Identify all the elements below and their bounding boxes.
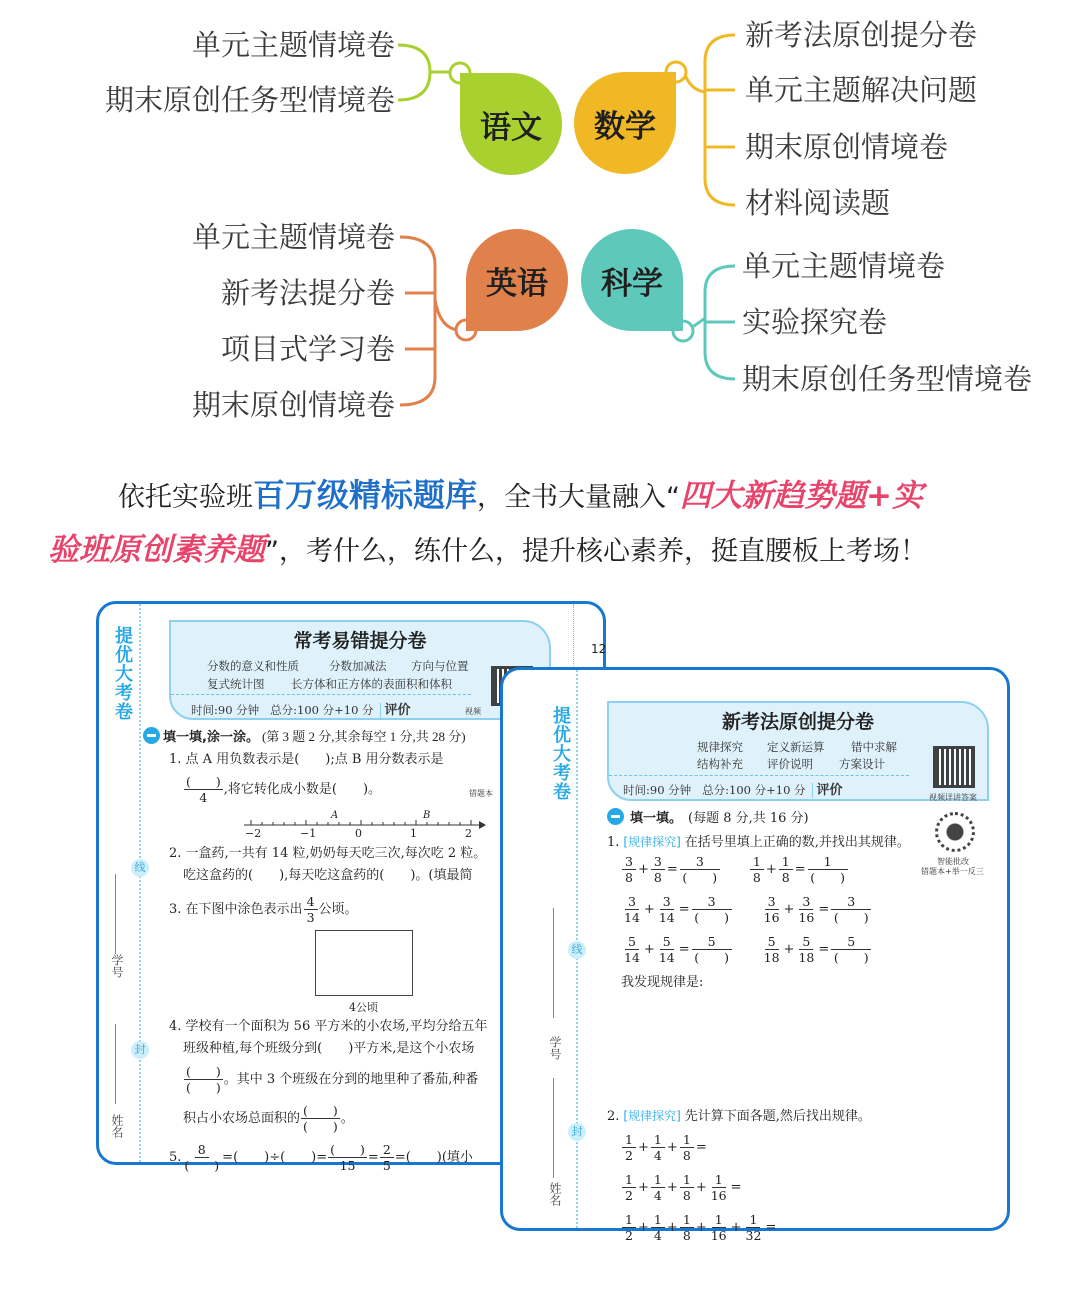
- numerator: 1: [651, 1212, 665, 1228]
- equation: [761, 894, 873, 925]
- question-text: 积占小农场总面积的: [183, 1111, 301, 1126]
- denominator: 8: [682, 1148, 691, 1163]
- fraction: [622, 934, 642, 965]
- fraction: [651, 1172, 665, 1203]
- operator: =: [666, 862, 678, 877]
- brand-logo: 提优大考卷: [550, 706, 571, 801]
- number-line-label: −2: [245, 827, 262, 840]
- brand-logo: 提优大考卷: [112, 626, 133, 721]
- fraction: [651, 1212, 665, 1243]
- denominator: 4: [653, 1188, 662, 1203]
- equation: [761, 934, 873, 965]
- header-separator: [171, 694, 471, 695]
- denominator: 4: [199, 790, 208, 805]
- branch-item: 单元主题情境卷: [191, 28, 395, 62]
- header-separator: [609, 775, 909, 776]
- question-1: 1. 点 A 用负数表示是( );点 B 用分数表示是: [169, 752, 444, 767]
- operator: +: [783, 942, 795, 957]
- numerator: 1: [680, 1172, 694, 1188]
- fraction: [622, 1172, 636, 1203]
- sheet-title: 新考法原创提分卷: [721, 711, 874, 733]
- subject-label: 科学: [601, 265, 663, 302]
- tagline-highlight-red: 验班原创素养题: [48, 532, 265, 568]
- question-2-line2: 吃这盒药的( ),每天吃这盒药的( )。(填最简: [183, 868, 473, 883]
- branch-item: 新考法提分卷: [220, 276, 395, 310]
- equation-row: [621, 1172, 742, 1203]
- operator: +: [643, 942, 655, 957]
- rectangle-label: 4公顷: [349, 1001, 378, 1014]
- question-text: =( )÷( )=: [222, 1150, 328, 1165]
- numerator: 1: [746, 1212, 760, 1228]
- fraction: [831, 894, 871, 925]
- sheet-info: [623, 779, 843, 798]
- denominator: 8: [781, 870, 790, 885]
- smart-grading-qr-icon[interactable]: [935, 812, 975, 852]
- fraction: [744, 1212, 764, 1243]
- numerator: 5: [765, 934, 779, 950]
- operator: =: [818, 942, 830, 957]
- sheet-header: [607, 701, 989, 801]
- fraction: [692, 894, 732, 925]
- denominator: 2: [625, 1148, 633, 1163]
- branch-item: 实验探究卷: [742, 305, 888, 339]
- numerator: 3: [625, 894, 639, 910]
- numerator: 1: [712, 1172, 726, 1188]
- denominator: ( ): [303, 1119, 338, 1134]
- section-title: 填一填。: [630, 811, 683, 826]
- operator: +: [638, 1180, 649, 1195]
- numerator: 1: [779, 854, 793, 870]
- equation: [621, 854, 721, 885]
- fraction: [657, 934, 677, 965]
- denominator: 8: [682, 1228, 691, 1243]
- question-text: 先计算下面各题,然后找出规律。: [684, 1109, 871, 1124]
- denominator: 18: [798, 950, 815, 965]
- time-limit: 时间:90 分钟: [623, 783, 692, 797]
- numerator: 1: [750, 854, 764, 870]
- topic: 错中求解: [851, 740, 897, 754]
- equation-row: [621, 1132, 707, 1163]
- numerator: 3: [622, 854, 636, 870]
- topic: 分数的意义和性质: [207, 659, 299, 673]
- fraction: [692, 934, 732, 965]
- fraction: [680, 854, 720, 885]
- page-number: 12: [591, 642, 607, 656]
- numerator: ( ): [303, 1103, 338, 1118]
- topic: 定义新运算: [767, 740, 825, 754]
- numerator: 8: [195, 1142, 209, 1158]
- number-line-label: 1: [410, 827, 417, 840]
- numerator: 1: [680, 1132, 694, 1148]
- denominator: ( ): [833, 950, 869, 965]
- question-number: 1.: [607, 835, 620, 850]
- question-3: [169, 894, 358, 925]
- branch-item: 单元主题情境卷: [742, 249, 946, 283]
- denominator: 2: [625, 1228, 633, 1243]
- topic: 规律探究: [697, 740, 743, 754]
- question-text: ,将它转化成小数是( )。: [223, 782, 382, 797]
- fraction: [622, 894, 642, 925]
- denominator: ( ): [694, 950, 729, 965]
- numerator: 5: [799, 934, 813, 950]
- denominator: 14: [624, 910, 640, 925]
- question-2: 2. 一盒药,一共有 14 粒,奶奶每天吃三次,每次吃 2 粒。: [169, 846, 487, 861]
- fraction: [808, 854, 848, 885]
- topic: 复式统计图: [207, 677, 265, 691]
- question-text: 在括号里填上正确的数,并找出其规律。: [684, 835, 910, 850]
- margin-line: [553, 1078, 554, 1178]
- denominator: 8: [625, 870, 633, 885]
- fraction: [709, 1212, 729, 1243]
- number-line-label: 2: [465, 827, 472, 840]
- seal-mark-seal: 封: [131, 1041, 149, 1059]
- section-heading: [607, 807, 809, 826]
- branch-item: 期末原创情境卷: [745, 130, 949, 164]
- question-number: 2.: [607, 1109, 620, 1124]
- topic: 分数加减法: [329, 659, 387, 673]
- question-text: =( )(填小: [394, 1150, 473, 1165]
- numerator: 1: [651, 1172, 665, 1188]
- question-4-line4: 积占小农场总面积的 $\frac{( )}{( )}$ 。: [183, 1103, 354, 1134]
- fraction: [651, 1132, 665, 1163]
- operator: =: [695, 1140, 707, 1155]
- operator: =: [678, 942, 690, 957]
- subject-label: 语文: [480, 109, 542, 146]
- question-tag: [规律探究]: [623, 835, 681, 849]
- seal-mark-line: 线: [568, 941, 586, 959]
- denominator: 3: [306, 910, 315, 925]
- section-note: (第 3 题 2 分,其余每空 1 分,共 28 分): [261, 729, 466, 744]
- denominator: 8: [653, 870, 662, 885]
- denominator: ( ): [184, 1158, 220, 1173]
- denominator: 16: [710, 1188, 727, 1203]
- numerator: 5: [831, 934, 871, 950]
- fraction: [762, 934, 782, 965]
- tagline-line-2: [48, 530, 927, 572]
- branch-item: 期末原创任务型情境卷: [104, 83, 395, 117]
- numerator: 3: [680, 854, 720, 870]
- question-text: 5.: [169, 1150, 182, 1165]
- operator: =: [678, 902, 690, 917]
- numerator: 1: [622, 1132, 636, 1148]
- fraction: [328, 1142, 367, 1173]
- margin-line: [115, 1024, 116, 1104]
- tagline-highlight-blue: 百万级精标题库: [253, 476, 478, 514]
- tagline-line-1: [118, 475, 923, 518]
- denominator: 14: [658, 910, 675, 925]
- subject-node-chinese: [460, 73, 562, 175]
- margin-dotted-line: [139, 604, 141, 1162]
- branch-item: 期末原创情境卷: [191, 388, 395, 422]
- smart-grading-label: 智能批改: [937, 857, 969, 866]
- equation-row: [621, 854, 849, 885]
- equation: [621, 894, 733, 925]
- numerator: 5: [660, 934, 674, 950]
- operator: +: [730, 1220, 742, 1235]
- fraction: [762, 894, 782, 925]
- operator: =: [794, 862, 806, 877]
- qr-caption: 视频: [465, 707, 481, 716]
- denominator: 32: [745, 1228, 762, 1243]
- numerator: 1: [680, 1212, 694, 1228]
- fraction: [184, 1064, 223, 1095]
- numerator: 3: [831, 894, 871, 910]
- fraction: [622, 1132, 636, 1163]
- denominator: ( ): [810, 870, 845, 885]
- fraction: [657, 894, 677, 925]
- fraction: [680, 1132, 694, 1163]
- fraction: [831, 934, 871, 965]
- section-title: 填一填,涂一涂。: [163, 730, 259, 745]
- question-1-line2: [183, 774, 381, 805]
- equation-row: [621, 934, 872, 965]
- branch-item: 单元主题解决问题: [745, 73, 978, 107]
- worksheet-preview-right: [500, 667, 1010, 1243]
- fraction: [184, 774, 223, 805]
- section-heading: [143, 726, 466, 745]
- fraction: [680, 1212, 694, 1243]
- numerator: ( ): [186, 774, 221, 789]
- shading-rectangle[interactable]: [315, 930, 413, 996]
- margin-label-id: 学号: [110, 954, 124, 978]
- operator: =: [730, 1180, 742, 1195]
- fraction: [796, 934, 816, 965]
- tagline-text: ”，考什么，练什么，提升核心素养，挺直腰板上考场！: [265, 536, 927, 567]
- equation: [749, 854, 849, 885]
- fraction: [380, 1142, 394, 1173]
- point-label-b: B: [423, 810, 431, 821]
- fraction: [779, 854, 793, 885]
- denominator: 4: [653, 1228, 662, 1243]
- topic: 长方体和正方体的表面积和体积: [291, 677, 452, 691]
- numerator: 1: [712, 1212, 726, 1228]
- fraction: [709, 1172, 729, 1203]
- evaluation-label: 评价: [812, 783, 843, 798]
- question-2: [607, 1107, 871, 1126]
- numerator: 3: [765, 894, 779, 910]
- margin-label-id: 学号: [548, 1036, 562, 1060]
- numerator: ( ): [186, 1064, 221, 1079]
- equation: [621, 1132, 707, 1163]
- subject-label: 数学: [594, 108, 656, 145]
- operator: +: [765, 862, 777, 877]
- numerator: 5: [692, 934, 732, 950]
- margin-label-name: 姓名: [548, 1182, 562, 1206]
- number-line-label: 0: [355, 827, 362, 840]
- topic: 结构补充: [697, 757, 743, 771]
- numerator: 1: [808, 854, 848, 870]
- numerator: 4: [304, 894, 318, 910]
- branch-item: 期末原创任务型情境卷: [742, 362, 1033, 396]
- numerator: 3: [692, 894, 732, 910]
- smart-grading-sub: 错题本+举一反三: [921, 867, 984, 876]
- section-number-icon: [143, 727, 160, 744]
- subject-node-math: [574, 72, 676, 174]
- pattern-answer-label: 我发现规律是:: [621, 975, 704, 990]
- topic: 评价说明: [767, 757, 813, 771]
- question-text: 3. 在下图中涂色表示出: [169, 902, 303, 917]
- denominator: 15: [339, 1158, 356, 1173]
- numerator: 1: [622, 1172, 636, 1188]
- fraction: [622, 1212, 636, 1243]
- fraction: [182, 1142, 221, 1173]
- tagline-text: ，全书大量融入“: [477, 482, 681, 513]
- numerator: 2: [380, 1142, 394, 1158]
- denominator: 5: [382, 1158, 391, 1173]
- qr-code-icon[interactable]: [933, 746, 975, 788]
- seal-mark-seal: 封: [568, 1123, 586, 1141]
- branch-item: 材料阅读题: [745, 186, 891, 220]
- operator: +: [695, 1220, 707, 1235]
- fraction: [796, 894, 816, 925]
- numerator: 5: [625, 934, 639, 950]
- branch-item: 项目式学习卷: [220, 332, 395, 366]
- operator: =: [765, 1220, 777, 1235]
- time-limit: 时间:90 分钟: [191, 703, 260, 717]
- branch-item: 单元主题情境卷: [191, 220, 395, 254]
- denominator: 14: [624, 950, 640, 965]
- operator: +: [643, 902, 655, 917]
- denominator: 16: [798, 910, 815, 925]
- margin-label-name: 姓名: [110, 1114, 124, 1138]
- branch-item: 新考法原创提分卷: [745, 18, 978, 52]
- equation-row: [621, 894, 872, 925]
- fraction: [622, 854, 636, 885]
- total-score: 总分:100 分+10 分: [702, 783, 806, 797]
- tagline-text: 依托实验班: [118, 482, 253, 513]
- topic: 方案设计: [839, 757, 885, 771]
- denominator: ( ): [186, 1080, 221, 1095]
- question-text: 公顷。: [318, 902, 358, 917]
- tagline-highlight-red: 四大新趋势题+实: [680, 478, 923, 514]
- denominator: ( ): [682, 870, 718, 885]
- denominator: 8: [682, 1188, 691, 1203]
- sheet-title: 常考易错提分卷: [293, 630, 427, 652]
- equation: [621, 934, 733, 965]
- operator: =: [818, 902, 830, 917]
- question-text: 。其中 3 个班级在分到的地里种了番茄,种番: [223, 1072, 479, 1087]
- equation-row: [621, 1212, 776, 1243]
- numerator: ( ): [330, 1142, 365, 1157]
- side-caption: 错题本: [469, 789, 493, 798]
- numerator: 3: [651, 854, 665, 870]
- subject-node-science: [581, 229, 683, 331]
- denominator: 16: [710, 1228, 727, 1243]
- fraction: [680, 1172, 694, 1203]
- question-1: [607, 833, 910, 852]
- denominator: ( ): [694, 910, 729, 925]
- seal-mark-line: 线: [131, 859, 149, 877]
- numerator: 1: [622, 1212, 636, 1228]
- evaluation-label: 评价: [380, 703, 411, 718]
- question-4-line3: [183, 1064, 478, 1095]
- denominator: ( ): [833, 910, 869, 925]
- fraction: [301, 1103, 340, 1134]
- operator: +: [638, 1220, 649, 1235]
- question-4: 4. 学校有一个面积为 56 平方米的小农场,平均分给五年: [169, 1019, 488, 1034]
- denominator: 14: [658, 950, 675, 965]
- subject-node-english: [466, 229, 568, 331]
- denominator: 18: [763, 950, 780, 965]
- fraction: [750, 854, 764, 885]
- subject-label: 英语: [486, 265, 548, 302]
- topic: 方向与位置: [411, 659, 469, 673]
- question-4-line2: 班级种植,每个班级分到( )平方米,是这个小农场: [183, 1041, 475, 1056]
- point-label-a: A: [331, 810, 339, 821]
- section-note: (每题 8 分,共 16 分): [688, 811, 809, 826]
- denominator: 8: [752, 870, 761, 885]
- fraction: [304, 894, 318, 925]
- question-tag: [规律探究]: [623, 1109, 681, 1123]
- operator: +: [638, 862, 649, 877]
- sheet-info: [191, 699, 411, 718]
- numerator: 3: [660, 894, 674, 910]
- operator: +: [666, 1180, 678, 1195]
- fraction: [651, 854, 665, 885]
- question-5: 5. $\frac{8}{( )}$ =( )÷( )= $\frac{( )}{15}$ = $\frac{2}{5}$ =( )(填小: [169, 1142, 473, 1173]
- operator: +: [666, 1140, 678, 1155]
- operator: +: [783, 902, 795, 917]
- total-score: 总分:100 分+10 分: [270, 703, 374, 717]
- operator: +: [695, 1180, 707, 1195]
- denominator: 2: [625, 1188, 633, 1203]
- number-line-label: −1: [300, 827, 317, 840]
- numerator: 3: [799, 894, 813, 910]
- equation: [621, 1172, 742, 1203]
- equation: [621, 1212, 776, 1243]
- operator: +: [638, 1140, 649, 1155]
- margin-line: [553, 908, 554, 1018]
- qr-caption: 视频详讲答案: [929, 793, 977, 802]
- denominator: 4: [653, 1148, 662, 1163]
- number-line: [239, 809, 489, 843]
- operator: +: [666, 1220, 678, 1235]
- numerator: 1: [651, 1132, 665, 1148]
- denominator: 16: [763, 910, 780, 925]
- section-number-icon: [607, 808, 624, 825]
